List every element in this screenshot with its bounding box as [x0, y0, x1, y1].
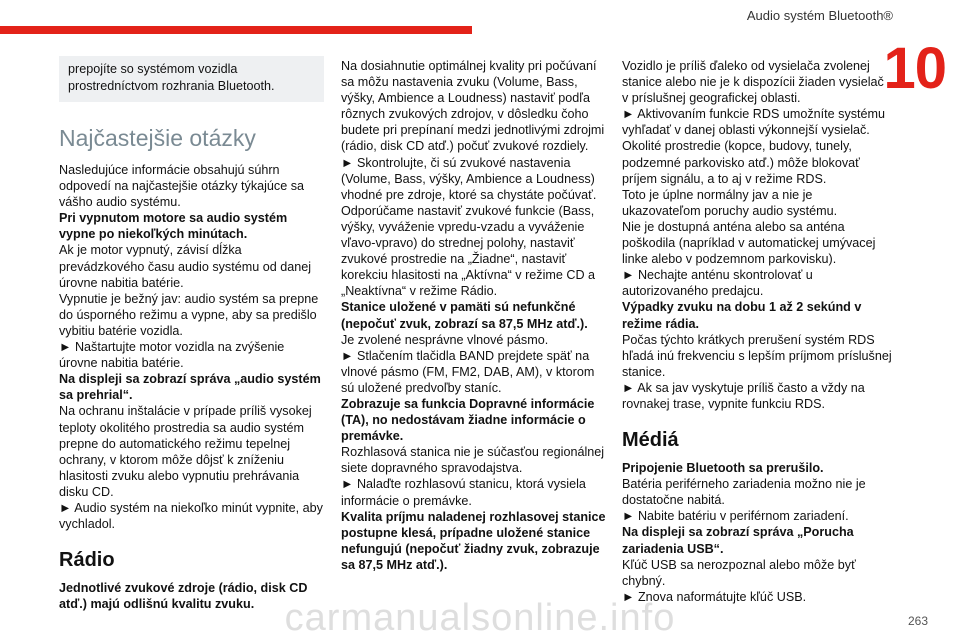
media-heading: Médiá	[622, 429, 679, 452]
action-step: ► Audio systém na niekoľko minút vypnite, aby vychladol.	[59, 500, 323, 532]
question: Na displeji sa zobrazí správa „audio systém sa prehrial“.	[59, 372, 321, 403]
answer: Batéria periférneho zariadenia možno nie je dostatočne nabitá.	[622, 477, 866, 508]
faq-heading: Najčastejšie otázky	[59, 125, 256, 151]
answer: Rozhlasová stanica nie je súčasťou regionálnej siete dopravného spravodajstva.	[341, 445, 605, 476]
answer: Vypnutie je bežný jav: audio systém sa prepne do úsporného režimu a vypne, aby sa predišlo vybitiu batérie vozidla.	[59, 291, 319, 338]
question: Pripojenie Bluetooth sa prerušilo.	[622, 461, 824, 476]
action-step: ► Stlačením tlačidla BAND prejdete späť na vlnové pásmo (FM, FM2, DAB, AM), v ktorom sú uložené predvoľby staníc.	[341, 348, 595, 395]
column-1	[59, 56, 324, 612]
answer: Kľúč USB sa nerozpoznal alebo môže byť chybný.	[622, 557, 856, 588]
page-number: 263	[907, 614, 928, 628]
action-step: ► Naštartujte motor vozidla na zvýšenie úrovne nabitia batérie.	[59, 340, 285, 371]
radio-heading: Rádio	[59, 549, 115, 572]
question: Jednotlivé zvukové zdroje (rádio, disk CD atď.) majú odlišnú kvalitu zvuku.	[59, 581, 308, 612]
running-title: Audio systém Bluetooth®	[746, 8, 893, 23]
header-accent-bar	[0, 26, 472, 34]
column-2	[341, 58, 607, 573]
answer: Ak je motor vypnutý, závisí dĺžka prevádzkového času audio systému od danej úrovne nabitia batérie.	[59, 243, 312, 290]
answer: Počas týchto krátkych prerušení systém RDS hľadá inú frekvenciu s lepším príjmom príslušnej stanice.	[622, 332, 892, 379]
note-box: prepojíte so systémom vozidla prostredníctvom rozhrania Bluetooth.	[59, 56, 324, 102]
question: Na displeji sa zobrazí správa „Porucha zariadenia USB“.	[622, 525, 854, 556]
paragraph: Nie je dostupná anténa alebo sa anténa poškodila (napríklad v automatickej umývacej linke alebo v podzemnom parkovisku).	[622, 219, 876, 267]
action-step: ► Nabite batériu v periférnom zariadení.	[622, 509, 849, 524]
question: Stanice uložené v pamäti sú nefunkčné (nepočuť zvuk, zobrazí sa 87,5 MHz atď.).	[341, 300, 588, 331]
question: Zobrazuje sa funkcia Dopravné informácie (TA), no nedostávam žiadne informácie o premávke.	[341, 396, 595, 444]
action-step: ► Znova naformátujte kľúč USB.	[622, 589, 807, 604]
paragraph: Na dosiahnutie optimálnej kvality pri počúvaní sa môžu nastavenia zvuku (Volume, Bass, výšky, Ambience a Loudness) nastaviť podľa rôznych zvukových zdrojov, v dôsledku čoho budete pri prepínaní medzi jednotlivými zdrojmi (rádio, disk CD atď.) počuť zvukové rozdiely.	[341, 59, 605, 154]
question: Výpadky zvuku na dobu 1 až 2 sekúnd v režime rádia.	[622, 300, 862, 331]
action-step: ► Skontrolujte, či sú zvukové nastavenia (Volume, Bass, výšky, Ambience a Loudness) vhodné pre zdroje, ktoré sa chystáte počúvať. Odporúčame nastaviť zvukové funkcie (Bass, výšky, vyváženie vpredu-vzadu a vyváženie vľavo-vpravo) do strednej polohy, nastaviť zvukové prostredie na „Žiadne“, nastaviť korekciu hlasitosti na „Aktívna“ v režime CD a „Neaktívna“ v režime Rádio.	[341, 155, 597, 299]
action-step: ► Ak sa jav vyskytuje príliš často a vždy na rovnakej trase, vypnite funkciu RDS.	[622, 380, 865, 411]
answer: Je zvolené nesprávne vlnové pásmo.	[341, 332, 549, 347]
chapter-number: 10	[883, 36, 946, 101]
paragraph: Okolité prostredie (kopce, budovy, tunely, podzemné parkovisko atď.) môže blokovať príjem signálu, a to aj v režime RDS.	[622, 139, 860, 186]
paragraph: Toto je úplne normálny jav a nie je ukazovateľom poruchy audio systému.	[622, 187, 838, 218]
column-3	[622, 58, 892, 605]
question: Pri vypnutom motore sa audio systém vypne po niekoľkých minútach.	[59, 211, 288, 242]
watermark: carmanualsonline.info	[284, 597, 676, 639]
action-step: ► Nalaďte rozhlasovú stanicu, ktorá vysiela informácie o premávke.	[341, 477, 586, 508]
action-step: ► Aktivovaním funkcie RDS umožníte systému vyhľadať v danej oblasti výkonnejší vysielač.	[622, 107, 886, 138]
paragraph: Nasledujúce informácie obsahujú súhrn odpovedí na najčastejšie otázky týkajúce sa vášho audio systému.	[59, 163, 305, 210]
question: Kvalita príjmu naladenej rozhlasovej stanice postupne klesá, prípadne uložené stanice nefungujú (nepočuť žiadny zvuk, zobrazuje sa 87,5 MHz atď.).	[341, 509, 606, 572]
answer: Na ochranu inštalácie v prípade príliš vysokej teploty okolitého prostredia sa audio systém prepne do automatického režimu tepelnej ochrany, v ktorom môže dôjsť k zníženiu hlasitosti zvuku alebo vypnutiu prehrávania disku CD.	[59, 404, 312, 499]
action-step: ► Nechajte anténu skontrolovať u autorizovaného predajcu.	[622, 268, 813, 299]
paragraph: Vozidlo je príliš ďaleko od vysielača zvolenej stanice alebo nie je k dispozícii žiaden vysielač v príslušnej geografickej oblasti.	[622, 59, 884, 106]
